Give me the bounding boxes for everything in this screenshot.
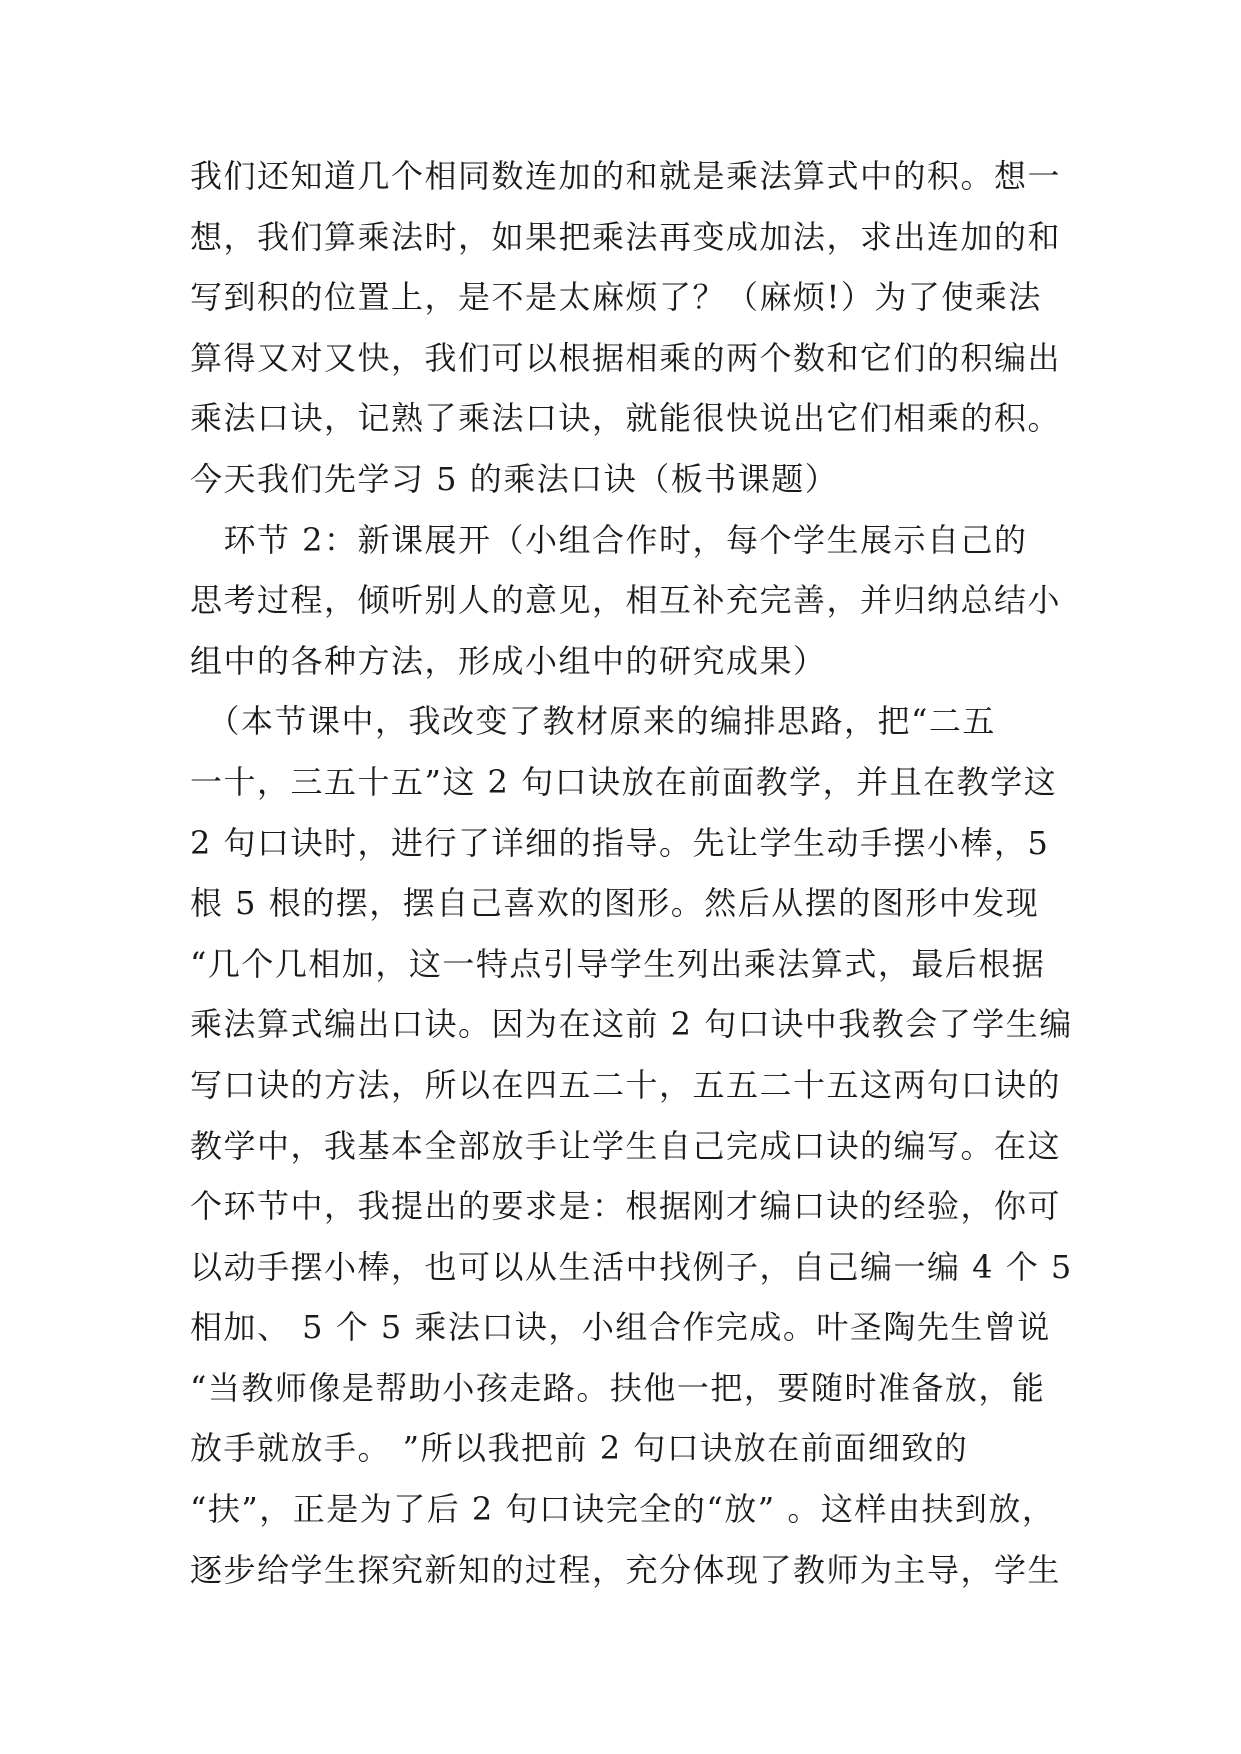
text-line-8: 思考过程，倾听别人的意见，相互补充完善，并归纳总结小 (190, 581, 1062, 620)
text-line-9: 组中的各种方法，形成小组中的研究成果） (190, 641, 827, 680)
text-line-18: 个环节中，我提出的要求是：根据刚才编口诀的经验，你可 (190, 1187, 1062, 1226)
text-line-15: 乘法算式编出口诀。因为在这前 2 句口诀中我教会了学生编 (190, 1005, 1073, 1044)
text-line-2: 想，我们算乘法时，如果把乘法再变成加法，求出连加的和 (190, 217, 1062, 256)
text-line-22: 放手就放手。 ”所以我把前 2 句口诀放在前面细致的 (190, 1429, 969, 1468)
document-body (190, 146, 1073, 1600)
text-line-23: “扶”，正是为了后 2 句口诀完全的“放” 。这样由扶到放， (190, 1490, 1056, 1529)
text-line-20: 相加、 5 个 5 乘法口诀，小组合作完成。叶圣陶先生曾说 (190, 1308, 1051, 1347)
text-line-11: 一十，三五十五”这 2 句口诀放在前面教学，并且在教学这 (190, 762, 1058, 801)
text-line-12: 2 句口诀时，进行了详细的指导。先让学生动手摆小棒，5 (190, 823, 1050, 862)
text-line-14: “几个几相加，这一特点引导学生列出乘法算式，最后根据 (190, 944, 1046, 983)
text-line-3: 写到积的位置上，是不是太麻烦了？（麻烦!）为了使乘法 (190, 278, 1042, 317)
text-line-24: 逐步给学生探究新知的过程，充分体现了教师为主导，学生 (190, 1550, 1062, 1589)
text-line-13: 根 5 根的摆，摆自己喜欢的图形。然后从摆的图形中发现 (190, 884, 1040, 923)
text-line-1: 我们还知道几个相同数连加的和就是乘法算式中的积。想一 (190, 157, 1062, 195)
text-line-16: 写口诀的方法，所以在四五二十，五五二十五这两句口诀的 (190, 1065, 1062, 1104)
text-line-21: “当教师像是帮助小孩走路。扶他一把，要随时准备放，能 (190, 1368, 1046, 1407)
text-line-7: 环节 2：新课展开（小组合作时，每个学生展示自己的 (190, 520, 1028, 559)
text-line-5: 乘法口诀，记熟了乘法口诀，就能很快说出它们相乘的积。 (190, 399, 1062, 438)
text-line-6: 今天我们先学习 5 的乘法口诀（板书课题） (190, 459, 839, 498)
text-line-19: 以动手摆小棒，也可以从生活中找例子，自己编一编 4 个 5 (190, 1247, 1073, 1286)
text-line-4: 算得又对又快，我们可以根据相乘的两个数和它们的积编出 (190, 338, 1062, 377)
text-line-17: 教学中，我基本全部放手让学生自己完成口诀的编写。在这 (190, 1126, 1062, 1165)
text-line-10: （本节课中，我改变了教材原来的编排思路，把“二五 (190, 702, 996, 741)
